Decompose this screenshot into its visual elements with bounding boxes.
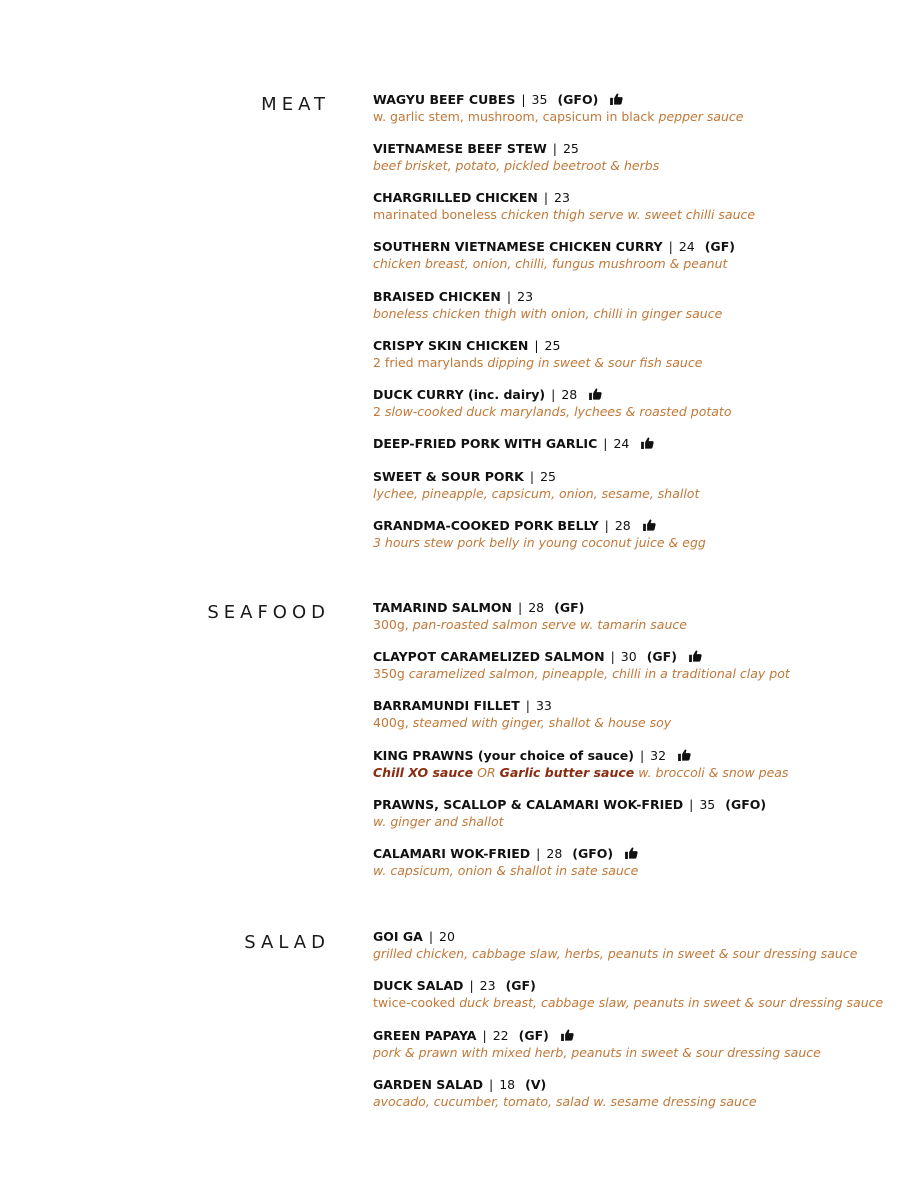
price-separator: |: [534, 338, 539, 353]
price-separator: |: [521, 92, 526, 107]
item-description: [373, 1093, 903, 1111]
item-name: GOI GA: [373, 929, 423, 944]
item-heading: [373, 239, 903, 255]
item-heading: [373, 387, 903, 403]
item-description: [373, 862, 903, 880]
item-heading: [373, 518, 903, 534]
item-heading: [373, 929, 903, 945]
item-name: WAGYU BEEF CUBES: [373, 92, 516, 107]
price-separator: |: [604, 518, 609, 533]
menu-item: [373, 846, 903, 880]
item-heading: [373, 846, 903, 862]
sauce-option: Chill XO sauce: [373, 765, 474, 780]
menu-item: [373, 190, 903, 224]
price-separator: |: [610, 649, 615, 664]
item-price: 35: [699, 797, 716, 812]
description-italic: chicken thigh serve w. sweet chilli sauce: [500, 207, 756, 222]
price-separator: |: [428, 929, 434, 944]
menu-item: [373, 600, 903, 634]
dietary-tag: (GFO): [557, 92, 599, 107]
dietary-tag: (GFO): [725, 797, 767, 812]
item-price: 23: [517, 289, 534, 304]
item-price: 28: [546, 846, 563, 861]
description-plain: marinated boneless: [373, 207, 501, 222]
description-italic: 3 hours stew pork belly in young coconut juice & egg: [373, 535, 706, 550]
description-italic: beef brisket, potato, pickled beetroot & herbs: [373, 158, 660, 173]
item-name: CHARGRILLED CHICKEN: [373, 190, 538, 205]
price-separator: |: [529, 469, 535, 484]
description-plain: 400g,: [373, 715, 413, 730]
item-price: 28: [528, 600, 545, 615]
menu-item: [373, 141, 903, 175]
item-name: CALAMARI WOK-FRIED: [373, 846, 531, 861]
description-italic: w. capsicum, onion & shallot in sate sauce: [373, 863, 639, 878]
description-italic: pan-roasted salmon serve w. tamarin sauce: [412, 617, 687, 632]
item-price: 24: [678, 239, 695, 254]
item-price: 30: [620, 649, 637, 664]
price-separator: |: [482, 1028, 487, 1043]
section-title-salad: SALAD: [244, 932, 330, 953]
item-name: DUCK CURRY (inc. dairy): [373, 387, 546, 402]
description-italic: lychee, pineapple, capsicum, onion, sesame, shallot: [373, 486, 700, 501]
item-price: 28: [561, 387, 578, 402]
price-separator: |: [603, 436, 608, 451]
item-description: [373, 108, 903, 126]
menu-item: [373, 1077, 903, 1111]
item-price: 24: [613, 436, 630, 451]
item-name: PRAWNS, SCALLOP & CALAMARI WOK-FRIED: [373, 797, 684, 812]
item-description: [373, 714, 903, 732]
dietary-tag: (GF): [646, 649, 677, 664]
price-separator: |: [488, 1077, 494, 1092]
menu-item: [373, 239, 903, 273]
thumbs-up-icon: [643, 519, 656, 531]
item-description: [373, 616, 903, 634]
item-price: 25: [544, 338, 561, 353]
dietary-tag: (GF): [505, 978, 536, 993]
item-description: [373, 1044, 903, 1062]
item-name: CRISPY SKIN CHICKEN: [373, 338, 529, 353]
dietary-tag: (GFO): [572, 846, 614, 861]
item-name: BARRAMUNDI FILLET: [373, 698, 520, 713]
description-plain: 300g,: [373, 617, 413, 632]
thumbs-up-icon: [561, 1029, 574, 1041]
item-heading: [373, 698, 903, 714]
description-italic: grilled chicken, cabbage slaw, herbs, peanuts in sweet & sour dressing sauce: [373, 946, 858, 961]
price-separator: |: [689, 797, 694, 812]
menu-item: [373, 436, 903, 452]
description-italic: avocado, cucumber, tomato, salad w. sesame dressing sauce: [373, 1094, 757, 1109]
item-name: KING PRAWNS (your choice of sauce): [373, 748, 634, 763]
item-heading: [373, 748, 903, 764]
menu-item: [373, 92, 903, 126]
price-separator: |: [551, 387, 556, 402]
item-heading: [373, 600, 903, 616]
description-italic: boneless chicken thigh with onion, chilli in ginger sauce: [373, 306, 723, 321]
item-price: 23: [554, 190, 570, 205]
menu-item: [373, 1028, 903, 1062]
description-plain: 2 fried marylands: [373, 355, 488, 370]
item-description: [373, 485, 903, 503]
description-plain: w. garlic stem, mushroom, capsicum in black: [373, 109, 659, 124]
section-title-meat: MEAT: [261, 94, 330, 115]
item-heading: [373, 190, 903, 206]
item-description: [373, 206, 903, 224]
menu-item: [373, 748, 903, 782]
item-name: GARDEN SALAD: [373, 1077, 483, 1092]
price-separator: |: [639, 748, 645, 763]
item-name: DUCK SALAD: [373, 978, 464, 993]
item-description: [373, 534, 903, 552]
item-price: 25: [540, 469, 556, 484]
description-italic: pork & prawn with mixed herb, peanuts in sweet & sour dressing sauce: [373, 1045, 821, 1060]
item-price: 18: [499, 1077, 516, 1092]
item-description: [373, 665, 903, 683]
description-italic: chicken breast, onion, chilli, fungus mushroom & peanut: [373, 256, 728, 271]
item-description: [373, 354, 903, 372]
description-connector: OR: [473, 765, 500, 780]
item-description: [373, 813, 903, 831]
dietary-tag: (GF): [518, 1028, 549, 1043]
item-price: 20: [439, 929, 455, 944]
description-plain: twice-cooked: [373, 995, 460, 1010]
item-name: BRAISED CHICKEN: [373, 289, 501, 304]
description-plain: 2: [373, 404, 385, 419]
item-heading: [373, 338, 903, 354]
menu-item: [373, 387, 903, 421]
item-description: [373, 403, 903, 421]
item-heading: [373, 1077, 903, 1093]
price-separator: |: [469, 978, 474, 993]
sauce-option: Garlic butter sauce: [499, 765, 635, 780]
item-heading: [373, 436, 903, 452]
description-italic: pepper sauce: [658, 109, 744, 124]
item-description: [373, 994, 903, 1012]
description-italic: caramelized salmon, pineapple, chilli in a traditional clay pot: [408, 666, 790, 681]
item-price: 32: [650, 748, 667, 763]
item-heading: [373, 469, 903, 485]
thumbs-up-icon: [610, 93, 623, 105]
item-name: SOUTHERN VIETNAMESE CHICKEN CURRY: [373, 239, 663, 254]
description-italic: dipping in sweet & sour fish sauce: [487, 355, 703, 370]
item-heading: [373, 649, 903, 665]
item-heading: [373, 141, 903, 157]
description-italic: steamed with ginger, shallot & house soy: [412, 715, 672, 730]
item-price: 33: [535, 698, 552, 713]
item-price: 28: [614, 518, 631, 533]
item-heading: [373, 797, 903, 813]
thumbs-up-icon: [678, 749, 691, 761]
description-plain: 350g: [373, 666, 409, 681]
thumbs-up-icon: [625, 847, 638, 859]
item-description: [373, 157, 903, 175]
description-italic: w. broccoli & snow peas: [634, 765, 789, 780]
dietary-tag: (GF): [554, 600, 585, 615]
thumbs-up-icon: [641, 437, 654, 449]
menu-item: [373, 338, 903, 372]
menu-item: [373, 698, 903, 732]
thumbs-up-icon: [589, 388, 602, 400]
dietary-tag: (GF): [704, 239, 735, 254]
price-separator: |: [536, 846, 541, 861]
item-description: [373, 945, 903, 963]
item-heading: [373, 978, 903, 994]
item-name: GRANDMA-COOKED PORK BELLY: [373, 518, 599, 533]
description-italic: slow-cooked duck marylands, lychees & roasted potato: [384, 404, 732, 419]
item-name: GREEN PAPAYA: [373, 1028, 477, 1043]
item-name: CLAYPOT CARAMELIZED SALMON: [373, 649, 605, 664]
price-separator: |: [506, 289, 512, 304]
item-name: VIETNAMESE BEEF STEW: [373, 141, 547, 156]
section-title-seafood: SEAFOOD: [207, 602, 330, 623]
menu-item: [373, 518, 903, 552]
item-heading: [373, 289, 903, 305]
menu-item: [373, 797, 903, 831]
price-separator: |: [517, 600, 523, 615]
item-name: DEEP-FRIED PORK WITH GARLIC: [373, 436, 598, 451]
menu-item: [373, 978, 903, 1012]
price-separator: |: [525, 698, 530, 713]
item-description: [373, 764, 903, 782]
description-italic: duck breast, cabbage slaw, peanuts in sweet & sour dressing sauce: [459, 995, 884, 1010]
item-name: SWEET & SOUR PORK: [373, 469, 524, 484]
item-description: [373, 305, 903, 323]
price-separator: |: [668, 239, 673, 254]
item-price: 23: [479, 978, 496, 993]
menu-item: [373, 649, 903, 683]
price-separator: |: [543, 190, 549, 205]
item-name: TAMARIND SALMON: [373, 600, 512, 615]
item-price: 25: [562, 141, 579, 156]
menu-item: [373, 469, 903, 503]
item-price: 35: [531, 92, 548, 107]
thumbs-up-icon: [689, 650, 702, 662]
description-italic: w. ginger and shallot: [373, 814, 504, 829]
item-heading: [373, 1028, 903, 1044]
menu-item: [373, 289, 903, 323]
item-description: [373, 255, 903, 273]
price-separator: |: [552, 141, 557, 156]
menu-item: [373, 929, 903, 963]
item-price: 22: [492, 1028, 509, 1043]
dietary-tag: (V): [525, 1077, 547, 1092]
item-heading: [373, 92, 903, 108]
